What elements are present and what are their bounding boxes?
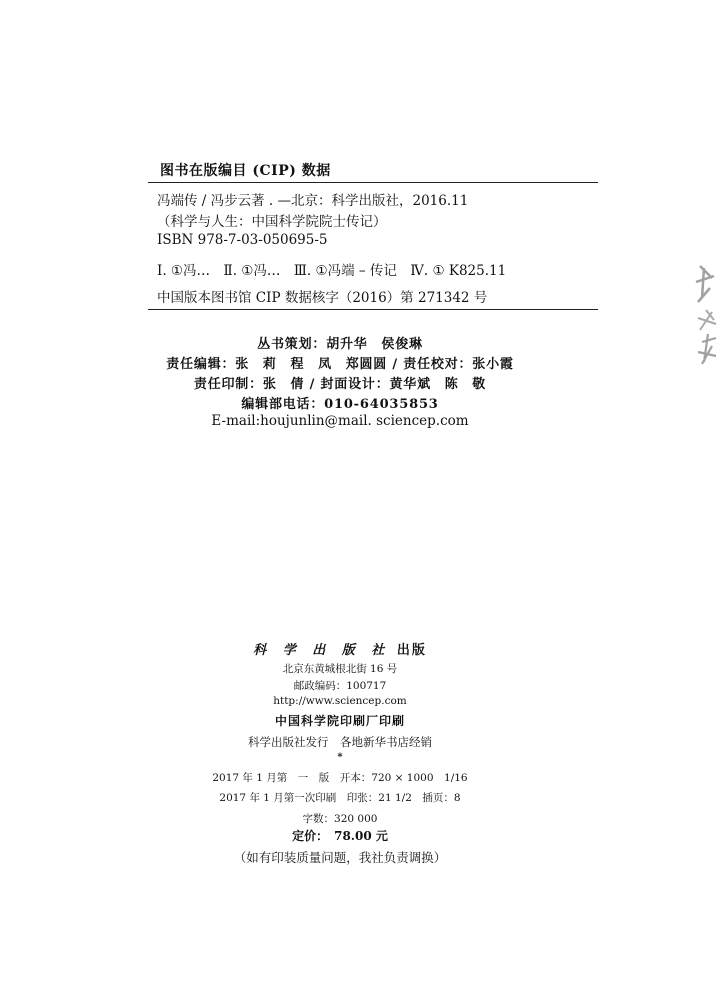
- cip-title: 图书在版编目 (CIP) 数据: [160, 163, 331, 179]
- editors-credit: 责任编辑：张 莉 程 凤 郑圆圆 / 责任校对：张小霞: [166, 357, 514, 372]
- cip-record-number-line: 中国版本图书馆 CIP 数据核字（2016）第 271342 号: [157, 290, 488, 306]
- cip-series-line: （科学与人生：中国科学院院士传记）: [157, 214, 387, 230]
- publisher-line: [0, 639, 680, 658]
- publisher-address: 北京东黄城根北街 16 号: [282, 663, 398, 675]
- publish-suffix: 出版: [396, 643, 427, 658]
- cip-bottom-rule: [148, 309, 598, 310]
- publisher-name: 科 学 出 版 社: [253, 643, 391, 658]
- publisher-website: http://www.sciencep.com: [273, 695, 407, 707]
- editorial-email: E-mail:houjunlin@mail. sciencep.com: [211, 413, 469, 429]
- distribution-line: 科学出版社发行 各地新华书店经销: [248, 735, 432, 749]
- price: 定价： 78.00 元: [292, 829, 388, 843]
- cip-top-rule: [148, 182, 598, 183]
- series-planning-credit: 丛书策划：胡升华 侯俊琳: [257, 337, 423, 352]
- separator-asterisk: *: [337, 752, 343, 763]
- cip-isbn-line: ISBN 978-7-03-050695-5: [157, 232, 328, 248]
- publisher-postcode: 邮政编码：100717: [293, 680, 387, 692]
- quality-notice: （如有印装质量问题，我社负责调换）: [233, 850, 447, 865]
- printer-line: 中国科学院印刷厂印刷: [274, 714, 405, 728]
- word-count: 字数：320 000: [302, 813, 378, 825]
- cip-title-author-line: 冯端传 / 冯步云著 . —北京：科学出版社，2016.11: [157, 193, 469, 209]
- edition-line: 2017 年 1 月第 一 版 开本：720 × 1000 1/16: [212, 772, 468, 784]
- print-design-credit: 责任印制：张 倩 / 封面设计：黄华斌 陈 敬: [193, 377, 487, 392]
- bleed-through-calligraphy: [690, 258, 720, 368]
- printing-line: 2017 年 1 月第一次印刷 印张：21 1/2 插页：8: [219, 792, 461, 804]
- editorial-phone: 编辑部电话：010-64035853: [241, 397, 439, 412]
- cip-classification-line: Ⅰ. ①冯… Ⅱ. ①冯… Ⅲ. ①冯端 – 传记 Ⅳ. ① K825.11: [157, 263, 507, 279]
